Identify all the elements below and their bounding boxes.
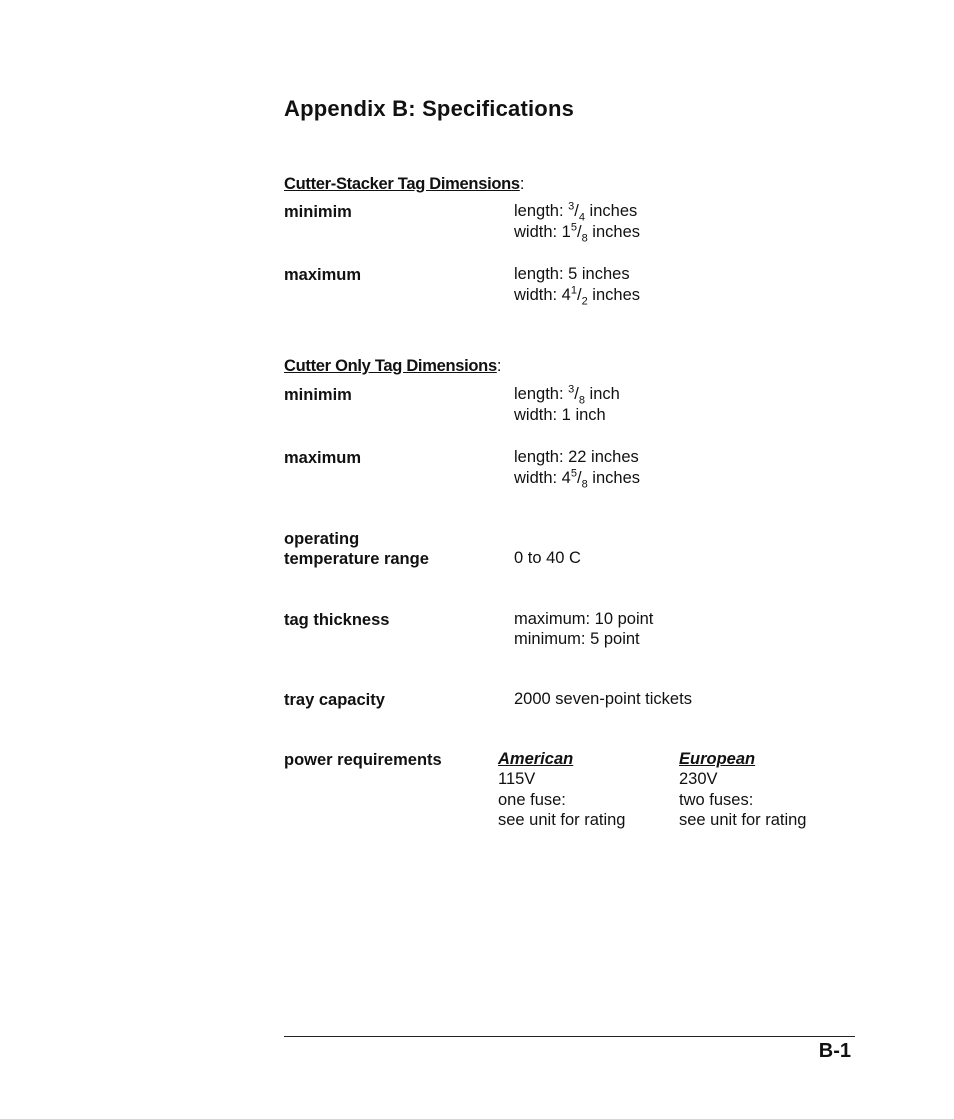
co-min-width: width: 1 inch [514, 406, 606, 424]
cs-min-length-unit: inches [584, 202, 638, 220]
cs-max-length: length: 5 inches [514, 265, 630, 283]
power-american-voltage: 115V [498, 770, 536, 788]
cs-max-label: maximum [284, 266, 362, 284]
footer-rule [284, 1036, 855, 1037]
cutter-only-heading-text: Cutter Only Tag Dimensions [284, 357, 497, 375]
page-number: B-1 [818, 1040, 851, 1062]
cs-max-width-prefix: width: 4 [514, 286, 571, 304]
co-max-width-num: 5 [570, 467, 577, 480]
cutter-stacker-heading-text: Cutter-Stacker Tag Dimensions [284, 175, 520, 193]
co-max-label: maximum [284, 449, 362, 467]
page-title: Appendix B: Specifications [284, 96, 575, 121]
co-min-label: minimim [284, 386, 352, 404]
cs-min-width-num: 5 [570, 221, 577, 234]
heading-colon: : [496, 357, 502, 375]
power-label: power requirements [284, 751, 442, 769]
co-max-width-prefix: width: 4 [514, 469, 571, 487]
cs-min-width-unit: inches [587, 223, 640, 241]
cs-min-length-num: 3 [568, 200, 575, 213]
cutter-only-heading [284, 357, 501, 376]
co-max-width-den: 8 [581, 478, 588, 491]
cs-min-length-prefix: length: [514, 202, 569, 220]
co-min-length-unit: inch [584, 385, 620, 403]
co-max-width: width: $4^5/_8$ inches [514, 467, 640, 491]
cs-max-width-num: 1 [570, 284, 577, 297]
tray-capacity-value: 2000 seven-point tickets [514, 690, 692, 708]
co-min-length-den: 8 [578, 394, 585, 407]
cutter-stacker-heading [284, 175, 524, 194]
cs-min-length-den: 4 [578, 211, 585, 224]
tag-thickness-min: minimum: 5 point [514, 630, 640, 648]
power-european-voltage: 230V [679, 770, 718, 788]
co-max-length: length: 22 inches [514, 448, 639, 466]
co-min-length-num: 3 [568, 383, 575, 396]
co-min-length-prefix: length: [514, 385, 569, 403]
power-american-rating: see unit for rating [498, 811, 626, 829]
tag-thickness-label: tag thickness [284, 611, 390, 629]
power-american-heading: American [498, 750, 574, 768]
tag-thickness-max: maximum: 10 point [514, 610, 654, 628]
operating-value: 0 to 40 C [514, 549, 581, 567]
operating-label-line1: operating [284, 530, 360, 548]
co-max-width-unit: inches [587, 469, 640, 487]
cs-min-label: minimim [284, 203, 352, 221]
power-american-fuse: one fuse: [498, 791, 566, 809]
power-european-heading: European [679, 750, 756, 768]
cs-max-width: width: $4^1/_2$ inches [514, 284, 640, 308]
operating-label-line2: temperature range [284, 550, 429, 568]
power-european-rating: see unit for rating [679, 811, 807, 829]
cs-min-width: width: $1^5/_8$ inches [514, 221, 640, 245]
tray-capacity-label: tray capacity [284, 691, 385, 709]
co-min-length: length: $^3/_8$ inch [514, 383, 620, 407]
cs-max-width-den: 2 [581, 295, 588, 308]
cs-min-length: length: $^3/_4$ inches [514, 200, 638, 224]
power-european-fuse: two fuses: [679, 791, 754, 809]
cs-min-width-prefix: width: 1 [514, 223, 571, 241]
cs-max-width-unit: inches [587, 286, 640, 304]
heading-colon: : [519, 175, 525, 193]
cs-min-width-den: 8 [581, 232, 588, 245]
